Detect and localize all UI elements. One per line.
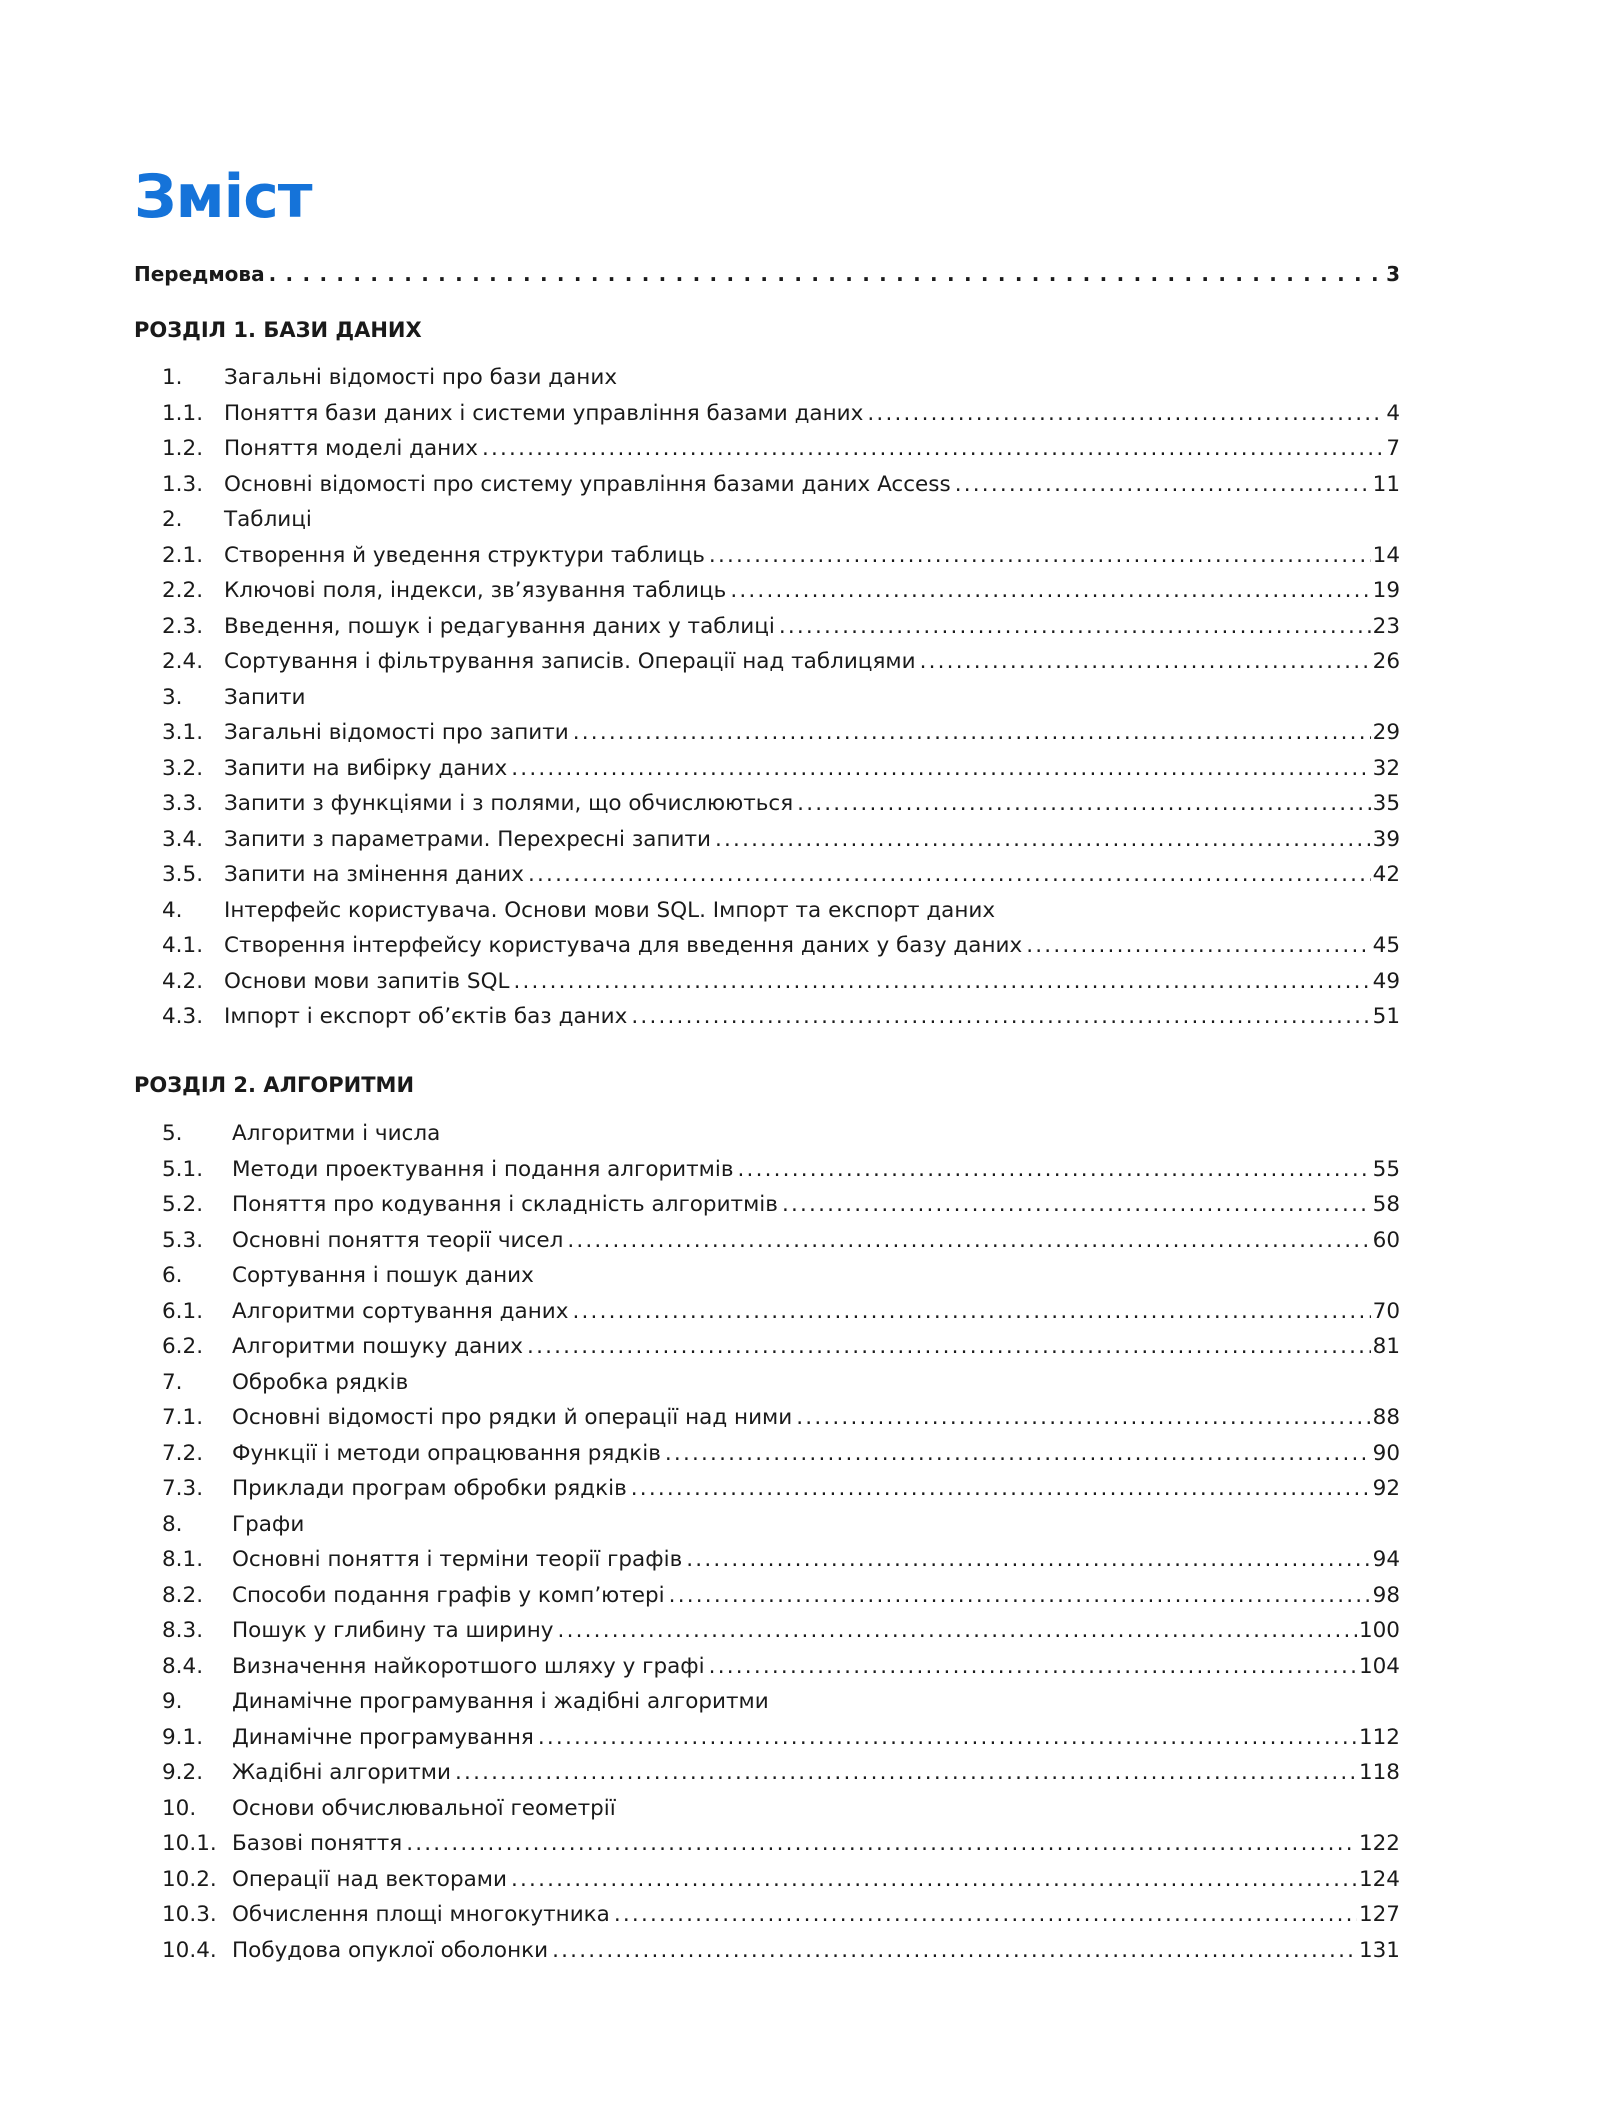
entry-title: Обробка рядків: [232, 1369, 409, 1395]
entry-number: 4.1.: [162, 933, 204, 958]
leader-dots: [709, 1649, 1357, 1685]
entry-page-number: 70: [1372, 1298, 1400, 1324]
entry-title: Поняття бази даних і системи управління базами даних: [224, 400, 864, 426]
toc-entry[interactable]: [162, 1365, 1400, 1401]
entry-title: Основні поняття теорії чисел: [232, 1227, 564, 1253]
entry-page-number: 39: [1372, 826, 1400, 852]
entry-number: 8.3.: [162, 1618, 204, 1643]
toc-entry[interactable]: [162, 1152, 1400, 1188]
toc-entry[interactable]: [162, 680, 1400, 716]
entry-number: 1.3.: [162, 471, 204, 497]
entry-title: Способи подання графів у комп’ютері: [232, 1582, 665, 1608]
entry-page-number: 11: [1372, 471, 1400, 497]
entry-page-number: 42: [1372, 862, 1400, 887]
leader-dots: [552, 1933, 1357, 1969]
entry-page-number: 112: [1358, 1724, 1400, 1750]
entry-page-number: 118: [1358, 1760, 1400, 1785]
entry-number: 7.: [162, 1369, 183, 1395]
entry-page-number: 58: [1372, 1192, 1400, 1217]
leader-dots: [482, 431, 1384, 467]
leader-dots: [573, 715, 1371, 751]
entry-number: 9.: [162, 1689, 183, 1714]
leader-dots: [738, 1152, 1371, 1188]
entry-page-number: 45: [1372, 933, 1400, 958]
entry-number: 6.2.: [162, 1334, 204, 1359]
leader-dots: [796, 1400, 1370, 1436]
entry-title: Запити на вибірку даних: [224, 755, 508, 781]
entry-number: 2.4.: [162, 649, 204, 674]
entry-number: 1.: [162, 365, 183, 390]
entry-number: 2.: [162, 507, 183, 532]
toc-entry[interactable]: [162, 609, 1400, 645]
entry-title: Запити з параметрами. Перехресні запити: [224, 826, 711, 852]
leader-dots: [955, 467, 1371, 503]
entry-number: 7.2.: [162, 1440, 204, 1466]
entry-title: Інтерфейс користувача. Основи мови SQL. Імпорт та експорт даних: [224, 897, 996, 923]
entry-title: Основні відомості про рядки й операції над ними: [232, 1405, 793, 1430]
entry-page-number: 81: [1372, 1334, 1400, 1359]
section-2-title: РОЗДІЛ 2. АЛГОРИТМИ: [134, 1073, 415, 1097]
leader-dots: [686, 1542, 1370, 1578]
leader-dots: [567, 1223, 1370, 1259]
entry-number: 3.1.: [162, 720, 204, 745]
entry-title: Запити: [224, 684, 306, 710]
entry-title: Базові поняття: [232, 1831, 403, 1856]
leader-dots: [269, 258, 1383, 290]
entry-title: Запити на змінення даних: [224, 862, 524, 887]
entry-number: 10.1.: [162, 1831, 217, 1856]
entry-page-number: 98: [1372, 1582, 1400, 1608]
entry-page-number: 49: [1372, 968, 1400, 994]
entry-title: Сортування і фільтрування записів. Операції над таблицями: [224, 649, 916, 674]
leader-dots: [797, 786, 1370, 822]
page-title: Зміст: [134, 162, 312, 232]
toc-entry[interactable]: [162, 1578, 1400, 1614]
entry-page-number: 94: [1372, 1547, 1400, 1572]
entry-number: 1.2.: [162, 436, 204, 461]
entry-number: 5.3.: [162, 1227, 204, 1253]
entry-number: 7.1.: [162, 1405, 204, 1430]
entry-title: Введення, пошук і редагування даних у таблиці: [224, 613, 775, 639]
section-1-entries: [162, 360, 1400, 1035]
leader-dots: [920, 644, 1371, 680]
leader-dots: [631, 999, 1370, 1035]
entry-title: Алгоритми і числа: [232, 1121, 441, 1146]
entry-number: 4.3.: [162, 1004, 204, 1029]
section-1-title: РОЗДІЛ 1. БАЗИ ДАНИХ: [134, 318, 422, 342]
entry-number: 2.3.: [162, 613, 204, 639]
toc-entry[interactable]: [162, 1294, 1400, 1330]
entry-number: 10.3.: [162, 1902, 217, 1927]
toc-entry[interactable]: [162, 928, 1400, 964]
toc-entry[interactable]: [162, 1471, 1400, 1507]
leader-dots: [709, 538, 1371, 574]
toc-entry[interactable]: [162, 999, 1400, 1035]
leader-dots: [511, 751, 1370, 787]
entry-number: 2.1.: [162, 542, 204, 568]
toc-preface[interactable]: [134, 258, 1400, 290]
toc-entry[interactable]: [162, 1613, 1400, 1649]
entry-title: Обчислення площі многокутника: [232, 1902, 610, 1927]
leader-dots: [455, 1755, 1357, 1791]
entry-number: 7.3.: [162, 1476, 204, 1501]
toc-entry[interactable]: [162, 1329, 1400, 1365]
entry-title: Пошук у глибину та ширину: [232, 1618, 554, 1643]
toc-entry[interactable]: [162, 1862, 1400, 1898]
leader-dots: [631, 1471, 1371, 1507]
toc-entry[interactable]: [162, 1258, 1400, 1294]
entry-page-number: 104: [1358, 1653, 1400, 1679]
toc-entry[interactable]: [162, 1649, 1400, 1685]
entry-title: Методи проектування і подання алгоритмів: [232, 1156, 734, 1182]
entry-page-number: 35: [1372, 791, 1400, 816]
entry-title: Основні поняття і терміни теорії графів: [232, 1547, 683, 1572]
entry-title: Жадібні алгоритми: [232, 1760, 451, 1785]
preface-page: 3: [1386, 262, 1400, 286]
entry-page-number: 26: [1372, 649, 1400, 674]
entry-title: Основні відомості про систему управління базами даних Access: [224, 471, 951, 497]
toc-entry[interactable]: [162, 1507, 1400, 1543]
entry-number: 6.: [162, 1263, 183, 1288]
toc-entry[interactable]: [162, 467, 1400, 503]
entry-title: Сортування і пошук даних: [232, 1263, 534, 1288]
entry-page-number: 92: [1372, 1476, 1400, 1501]
toc-entry[interactable]: [162, 857, 1400, 893]
toc-entry[interactable]: [162, 1400, 1400, 1436]
entry-page-number: 88: [1372, 1405, 1400, 1430]
entry-page-number: 29: [1372, 720, 1400, 745]
entry-number: 8.4.: [162, 1653, 204, 1679]
toc-entry[interactable]: [162, 822, 1400, 858]
toc-entry[interactable]: [162, 1755, 1400, 1791]
toc-entry[interactable]: [162, 1826, 1400, 1862]
entry-number: 4.2.: [162, 968, 204, 994]
leader-dots: [1026, 928, 1370, 964]
toc-entry[interactable]: [162, 1684, 1400, 1720]
toc-entry[interactable]: [162, 1542, 1400, 1578]
leader-dots: [669, 1578, 1371, 1614]
toc-entry[interactable]: [162, 538, 1400, 574]
entry-title: Основи мови запитів SQL: [224, 968, 510, 994]
section-2-entries: [162, 1116, 1400, 1968]
preface-label: Передмова: [134, 262, 265, 286]
entry-number: 10.: [162, 1795, 197, 1821]
entry-page-number: 122: [1358, 1831, 1400, 1856]
entry-page-number: 7: [1386, 436, 1400, 461]
toc-entry[interactable]: [162, 431, 1400, 467]
entry-title: Загальні відомості про бази даних: [224, 365, 618, 390]
toc-entry[interactable]: [162, 573, 1400, 609]
leader-dots: [779, 609, 1371, 645]
entry-page-number: 90: [1372, 1440, 1400, 1466]
entry-number: 5.: [162, 1121, 183, 1146]
entry-number: 8.1.: [162, 1547, 204, 1572]
entry-title: Імпорт і експорт об’єктів баз даних: [224, 1004, 628, 1029]
entry-page-number: 100: [1358, 1618, 1400, 1643]
toc-entry[interactable]: [162, 1897, 1400, 1933]
toc-entry[interactable]: [162, 1720, 1400, 1756]
entry-title: Визначення найкоротшого шляху у графі: [232, 1653, 705, 1679]
entry-page-number: 60: [1372, 1227, 1400, 1253]
toc-entry[interactable]: [162, 1436, 1400, 1472]
entry-page-number: 124: [1358, 1866, 1400, 1892]
entry-page-number: 14: [1372, 542, 1400, 568]
toc-entry[interactable]: [162, 751, 1400, 787]
leader-dots: [614, 1897, 1357, 1933]
leader-dots: [572, 1294, 1370, 1330]
entry-number: 2.2.: [162, 578, 204, 603]
entry-number: 3.5.: [162, 862, 204, 887]
leader-dots: [406, 1826, 1357, 1862]
entry-page-number: 55: [1372, 1156, 1400, 1182]
entry-title: Таблиці: [224, 507, 312, 532]
leader-dots: [730, 573, 1370, 609]
entry-page-number: 51: [1372, 1004, 1400, 1029]
toc-entry[interactable]: [162, 644, 1400, 680]
entry-title: Створення й уведення структури таблиць: [224, 542, 705, 568]
toc-entry[interactable]: [162, 1791, 1400, 1827]
toc-entry[interactable]: [162, 715, 1400, 751]
leader-dots: [867, 396, 1384, 432]
entry-number: 1.1.: [162, 400, 204, 426]
entry-title: Динамічне програмування: [232, 1724, 534, 1750]
leader-dots: [665, 1436, 1371, 1472]
entry-title: Функції і методи опрацювання рядків: [232, 1440, 661, 1466]
leader-dots: [715, 822, 1371, 858]
toc-entry[interactable]: [162, 1187, 1400, 1223]
entry-page-number: 23: [1372, 613, 1400, 639]
leader-dots: [558, 1613, 1357, 1649]
entry-number: 8.2.: [162, 1582, 204, 1608]
entry-number: 10.4.: [162, 1937, 217, 1963]
entry-page-number: 131: [1358, 1937, 1400, 1963]
toc-entry[interactable]: [162, 964, 1400, 1000]
toc-entry[interactable]: [162, 893, 1400, 929]
entry-title: Динамічне програмування і жадібні алгоритми: [232, 1689, 769, 1714]
entry-title: Алгоритми пошуку даних: [232, 1334, 524, 1359]
entry-title: Ключові поля, індекси, зв’язування таблиць: [224, 578, 727, 603]
leader-dots: [528, 857, 1371, 893]
entry-number: 9.1.: [162, 1724, 204, 1750]
toc-entry[interactable]: [162, 1116, 1400, 1152]
entry-title: Загальні відомості про запити: [224, 720, 569, 745]
toc-entry[interactable]: [162, 360, 1400, 396]
entry-title: Приклади програм обробки рядків: [232, 1476, 627, 1501]
entry-number: 3.4.: [162, 826, 204, 852]
entry-page-number: 32: [1372, 755, 1400, 781]
entry-title: Основи обчислювальної геометрії: [232, 1795, 616, 1821]
entry-number: 9.2.: [162, 1760, 204, 1785]
entry-title: Створення інтерфейсу користувача для введення даних у базу даних: [224, 933, 1023, 958]
entry-number: 10.2.: [162, 1866, 217, 1892]
leader-dots: [513, 964, 1370, 1000]
toc-entry[interactable]: [162, 396, 1400, 432]
entry-number: 5.2.: [162, 1192, 204, 1217]
entry-number: 8.: [162, 1511, 183, 1537]
leader-dots: [527, 1329, 1371, 1365]
toc-entry[interactable]: [162, 502, 1400, 538]
entry-title: Запити з функціями і з полями, що обчислюються: [224, 791, 794, 816]
entry-number: 3.3.: [162, 791, 204, 816]
toc-entry[interactable]: [162, 1223, 1400, 1259]
entry-page-number: 127: [1358, 1902, 1400, 1927]
entry-title: Побудова опуклої оболонки: [232, 1937, 549, 1963]
entry-title: Графи: [232, 1511, 305, 1537]
leader-dots: [538, 1720, 1357, 1756]
leader-dots: [511, 1862, 1357, 1898]
toc-entry[interactable]: [162, 1933, 1400, 1969]
entry-title: Операції над векторами: [232, 1866, 507, 1892]
entry-number: 6.1.: [162, 1298, 204, 1324]
entry-page-number: 19: [1372, 578, 1400, 603]
entry-page-number: 4: [1386, 400, 1400, 426]
leader-dots: [782, 1187, 1371, 1223]
entry-number: 5.1.: [162, 1156, 204, 1182]
entry-number: 3.: [162, 684, 183, 710]
entry-number: 4.: [162, 897, 183, 923]
entry-title: Поняття моделі даних: [224, 436, 478, 461]
toc-entry[interactable]: [162, 786, 1400, 822]
entry-title: Поняття про кодування і складність алгоритмів: [232, 1192, 778, 1217]
entry-title: Алгоритми сортування даних: [232, 1298, 569, 1324]
entry-number: 3.2.: [162, 755, 204, 781]
